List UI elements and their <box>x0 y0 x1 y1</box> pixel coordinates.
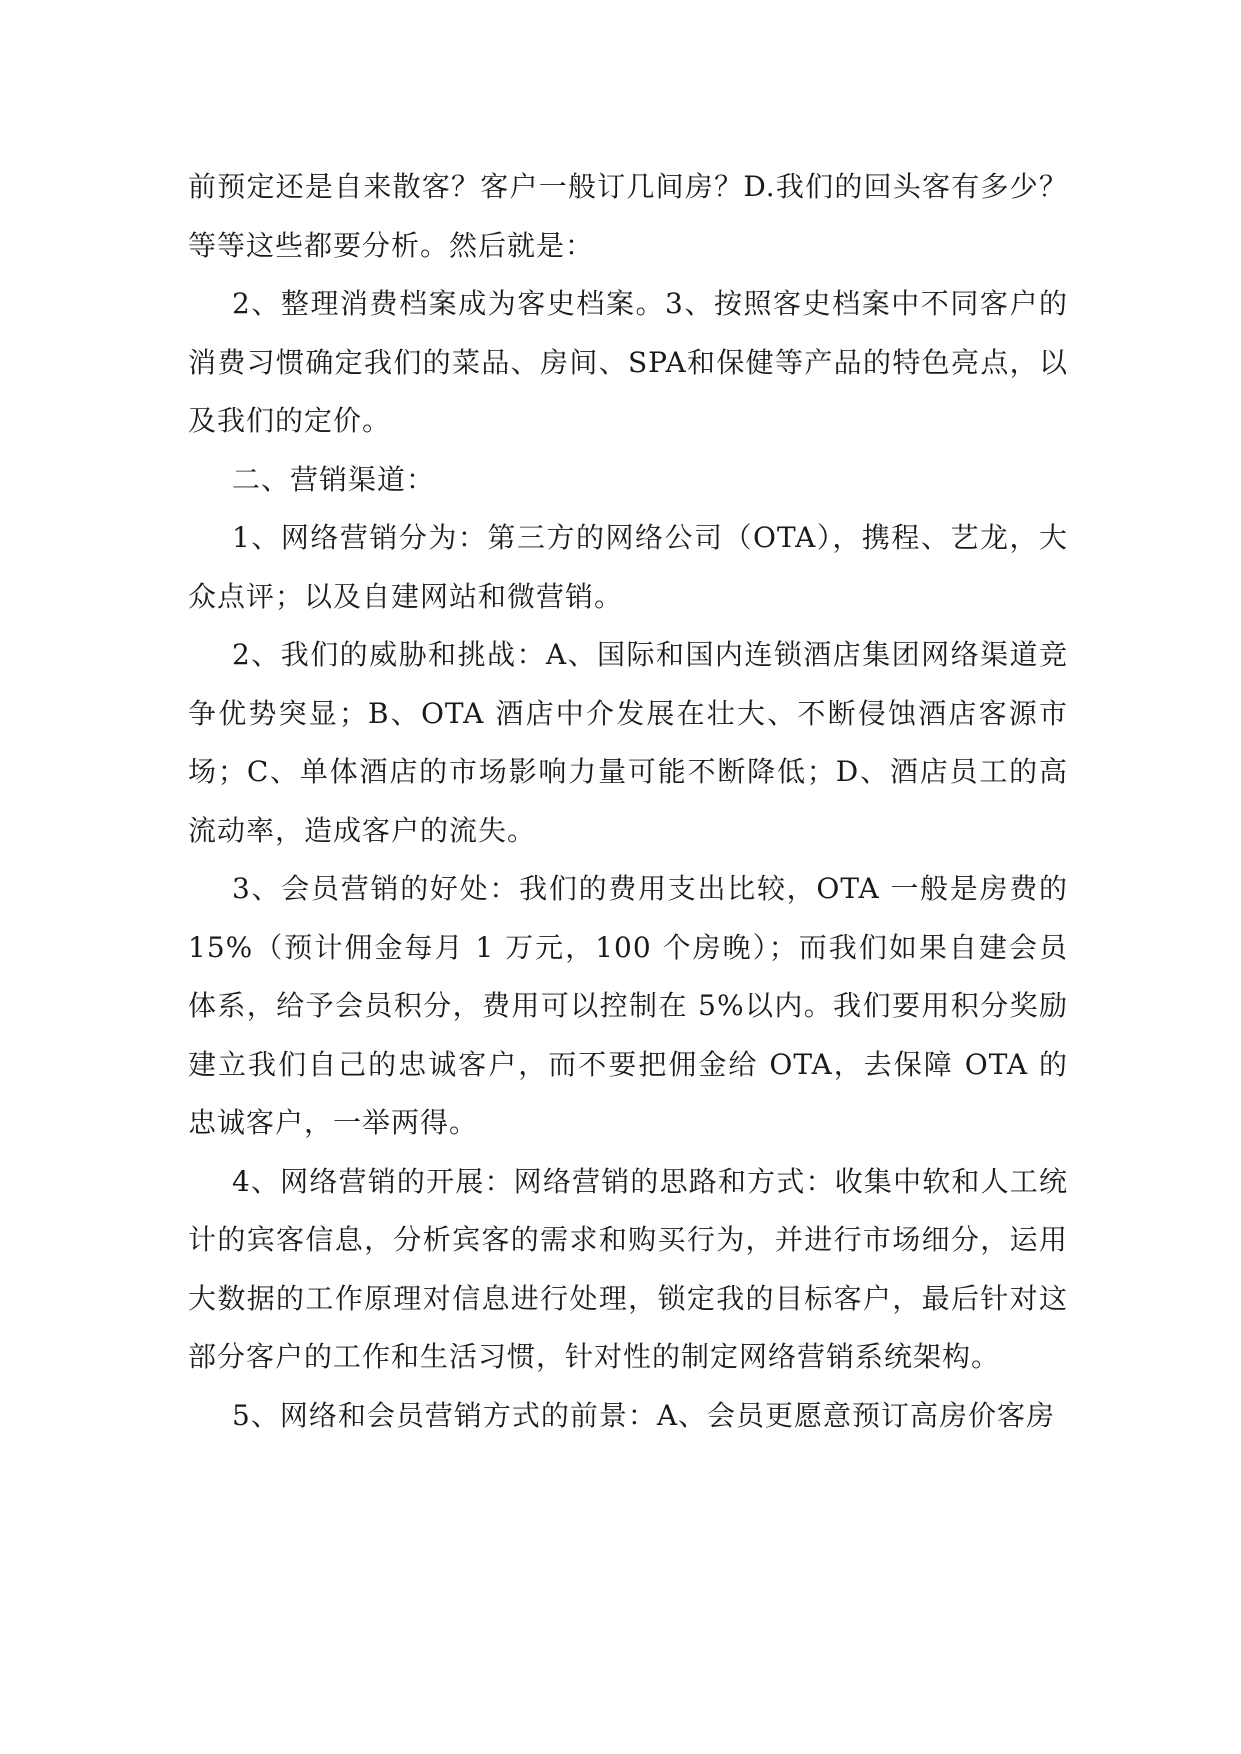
paragraph-2: 2、整理消费档案成为客史档案。3、按照客史档案中不同客户的消费习惯确定我们的菜品、房间、SPA和保健等产品的特色亮点，以及我们的定价。 <box>188 287 1068 437</box>
section-heading-marketing-channels: 二、营销渠道： <box>232 462 436 496</box>
paragraph-4: 2、我们的威胁和挑战：A、国际和国内连锁酒店集团网络渠道竞争优势突显；B、OTA 酒店中介发展在壮大、不断侵蚀酒店客源市场；C、单体酒店的市场影响力量可能不断降低；D、酒店员工的高流动率，造成客户的流失。 <box>188 638 1068 847</box>
paragraph-6: 4、网络营销的开展：网络营销的思路和方式：收集中软和人工统计的宾客信息，分析宾客的需求和购买行为，并进行市场细分，运用大数据的工作原理对信息进行处理，锁定我的目标客户，最后针对这部分客户的工作和生活习惯，针对性的制定网络营销系统架构。 <box>188 1164 1068 1373</box>
paragraph-5: 3、会员营销的好处：我们的费用支出比较，OTA 一般是房费的 15%（预计佣金每月 1 万元，100 个房晚）；而我们如果自建会员体系，给予会员积分，费用可以控制在 5%以内。我们要用积分奖励建立我们自己的忠诚客户，而不要把佣金给 OTA，去保障 OTA 的忠诚客户，一举两得。 <box>188 872 1068 1139</box>
document-body <box>188 158 1068 1445</box>
paragraph-7: 5、网络和会员营销方式的前景：A、会员更愿意预订高房价客房 <box>232 1398 1056 1432</box>
paragraph-3: 1、网络营销分为：第三方的网络公司（OTA），携程、艺龙，大众点评；以及自建网站和微营销。 <box>188 521 1068 613</box>
paragraph-1: 前预定还是自来散客？客户一般订几间房？D.我们的回头客有多少？等等这些都要分析。然后就是： <box>188 170 1068 262</box>
